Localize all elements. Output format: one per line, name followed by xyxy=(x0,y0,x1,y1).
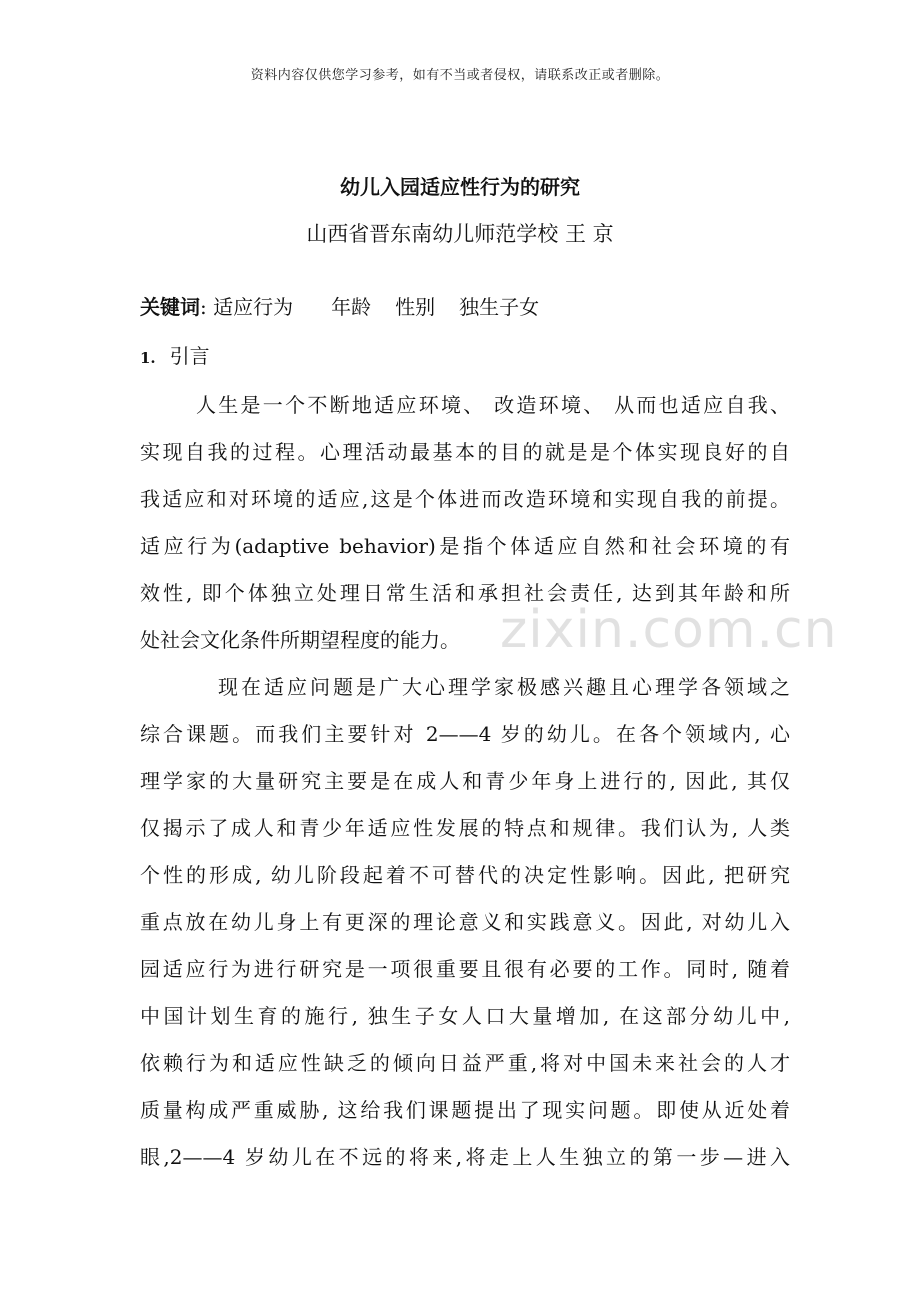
paragraph-2 xyxy=(140,664,790,1181)
paragraph-line: 效性, 即个体独立处理日常生活和承担社会责任, 达到其年龄和所 xyxy=(140,581,790,605)
watermark: zixin.com.cn xyxy=(500,600,838,660)
paragraph-line: 实现自我的过程。心理活动最基本的目的就是是个体实现良好的自 xyxy=(140,440,790,464)
disclaimer-header: 资料内容仅供您学习参考，如有不当或者侵权，请联系改正或者删除。 xyxy=(250,68,670,83)
paragraph-line: 依赖行为和适应性缺乏的倾向日益严重,将对中国未来社会的人才 xyxy=(140,1051,790,1075)
keyword-item: 独生子女 xyxy=(459,295,540,319)
paper-title: 幼儿入园适应性行为的研究 xyxy=(340,175,580,199)
paragraph-line: 中国计划生育的施行, 独生子女人口大量增加, 在这部分幼儿中, xyxy=(140,1004,790,1028)
paragraph-line: 园适应行为进行研究是一项很重要且很有必要的工作。同时, 随着 xyxy=(140,957,790,981)
keyword-item: 年龄 xyxy=(331,295,372,319)
paragraph-line: 质量构成严重威胁, 这给我们课题提出了现实问题。即使从近处着 xyxy=(140,1098,790,1122)
paragraph-line: 眼,2——4 岁幼儿在不远的将来,将走上人生独立的第一步—进入 xyxy=(140,1145,790,1169)
paragraph-line: 个性的形成, 幼儿阶段起着不可替代的决定性影响。因此, 把研究 xyxy=(140,863,790,887)
keyword-item: 适应行为 xyxy=(213,295,294,319)
paragraph-line: 仅揭示了成人和青少年适应性发展的特点和规律。我们认为, 人类 xyxy=(140,816,790,840)
section-number: 1. xyxy=(140,349,156,367)
section-heading xyxy=(140,340,210,369)
paragraph-line: 现在适应问题是广大心理学家极感兴趣且心理学各领域之 xyxy=(218,675,790,699)
author-affiliation: 山西省晋东南幼儿师范学校 王 京 xyxy=(306,222,614,246)
section-title: 引言 xyxy=(169,344,210,368)
paragraph-line: 理学家的大量研究主要是在成人和青少年身上进行的, 因此, 其仅 xyxy=(140,769,790,793)
keywords-line xyxy=(140,291,563,320)
keywords-label: 关键词 xyxy=(140,295,200,319)
keyword-item: 性别 xyxy=(395,295,436,319)
paragraph-line: 我适应和对环境的适应,这是个体进而改造环境和实现自我的前提。 xyxy=(140,487,790,511)
paragraph-line: 重点放在幼儿身上有更深的理论意义和实践意义。因此, 对幼儿入 xyxy=(140,910,790,934)
paragraph-line: 处社会文化条件所期望程度的能力。 xyxy=(140,628,460,652)
keywords-separator: : xyxy=(200,295,207,319)
paragraph-line: 适应行为(adaptive behavior)是指个体适应自然和社会环境的有 xyxy=(140,534,790,558)
paragraph-line: 综合课题。而我们主要针对 2——4 岁的幼儿。在各个领域内, 心 xyxy=(140,722,790,746)
paragraph-line: 人生是一个不断地适应环境、 改造环境、 从而也适应自我、 xyxy=(196,393,790,417)
paragraph-1 xyxy=(140,382,790,664)
